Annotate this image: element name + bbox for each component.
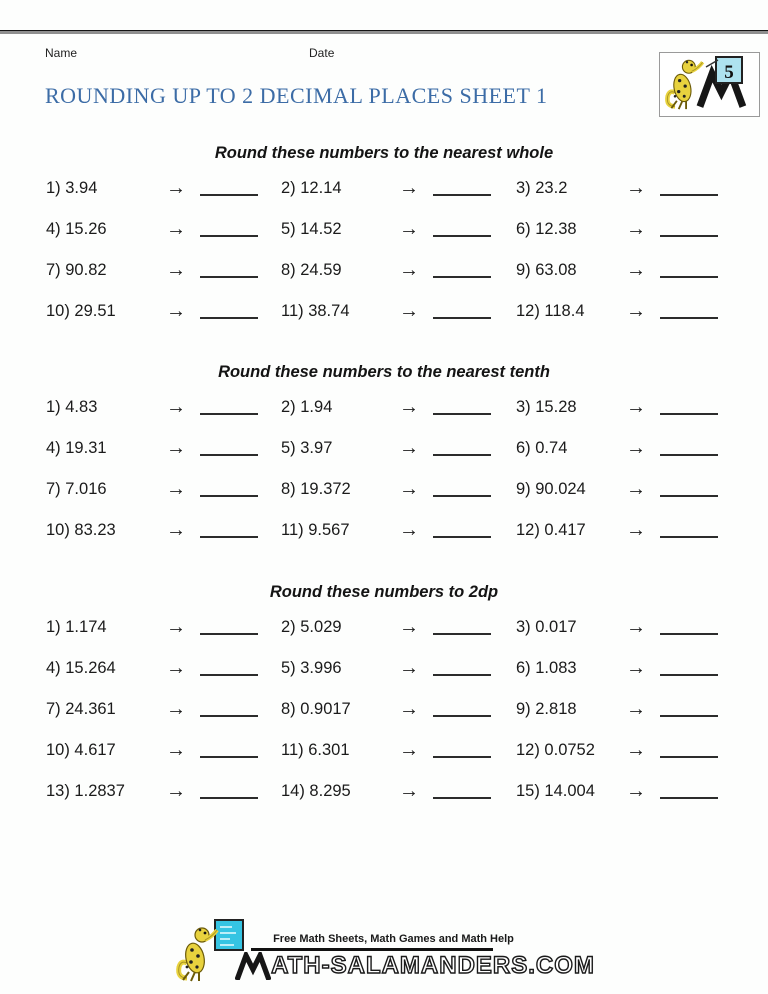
problem-label: 11) 9.567 [281,521,350,539]
section-2-instruction: Round these numbers to the nearest tenth [218,363,550,381]
arrow-icon: → [166,218,186,240]
problem-label: 3) 0.017 [516,618,577,636]
salamander-icon [667,60,702,109]
arrow-icon: → [166,739,186,761]
problem-label: 7) 7.016 [46,480,107,498]
answer-blank [200,784,258,799]
problem-label: 4) 19.31 [46,439,107,457]
salamander-icon [179,928,217,981]
answer-blank [200,661,258,676]
section-2-rows [0,387,768,551]
answer-blank [660,784,718,799]
arrow-icon: → [626,657,646,679]
problem-label: 7) 90.82 [46,261,107,279]
arrow-icon: → [399,698,419,720]
answer-blank [660,523,718,538]
answer-blank [200,441,258,456]
arrow-icon: → [166,478,186,500]
footer-rule [251,948,493,951]
problem-label: 6) 1.083 [516,659,577,677]
top-divider-bar [0,30,768,34]
problem-label: 10) 29.51 [46,302,116,320]
problem-label: 2) 1.94 [281,398,333,416]
arrow-icon: → [166,698,186,720]
arrow-icon: → [626,478,646,500]
name-label: Name [45,46,78,60]
arrow-icon: → [399,657,419,679]
footer-tagline: Free Math Sheets, Math Games and Math Help [273,933,514,945]
problem-label: 1) 3.94 [46,179,98,197]
arrow-icon: → [626,259,646,281]
arrow-icon: → [166,300,186,322]
arrow-icon: → [626,616,646,638]
problem-label: 10) 83.23 [46,521,116,539]
problem-row [0,689,768,730]
problem-label: 5) 3.996 [281,659,342,677]
arrow-icon: → [399,218,419,240]
problem-label: 3) 15.28 [516,398,577,416]
answer-blank [660,222,718,237]
footer-text-block [251,933,595,984]
problem-label: 11) 38.74 [281,302,350,320]
section-3-rows [0,607,768,812]
problem-row [0,607,768,648]
problem-label: 12) 0.417 [516,521,586,539]
problem-label: 2) 12.14 [281,179,342,197]
arrow-icon: → [166,657,186,679]
answer-blank [660,263,718,278]
arrow-icon: → [626,780,646,802]
answer-blank [660,400,718,415]
problem-label: 12) 0.0752 [516,741,595,759]
problem-label: 2) 5.029 [281,618,342,636]
answer-blank [433,222,491,237]
problem-label: 9) 2.818 [516,700,577,718]
answer-blank [660,441,718,456]
problem-row [0,510,768,551]
problem-label: 3) 23.2 [516,179,568,197]
arrow-icon: → [166,177,186,199]
answer-blank [433,181,491,196]
answer-blank [200,482,258,497]
answer-blank [200,181,258,196]
answer-blank [660,620,718,635]
answer-blank [200,523,258,538]
answer-blank [200,400,258,415]
answer-blank [433,441,491,456]
arrow-icon: → [626,739,646,761]
problem-label: 13) 1.2837 [46,782,125,800]
section-1-instruction: Round these numbers to the nearest whole [214,144,554,162]
arrow-icon: → [166,616,186,638]
problem-row [0,730,768,771]
problem-label: 5) 14.52 [281,220,342,238]
answer-blank [433,784,491,799]
problem-row [0,250,768,291]
salamander-grade-emblem [660,53,759,116]
arrow-icon: → [626,396,646,418]
page-top-margin [0,0,768,30]
answer-blank [433,661,491,676]
footer-site-text: ATH-SALAMANDERS.COM [271,951,595,980]
answer-blank [200,222,258,237]
answer-blank [433,400,491,415]
problem-row [0,469,768,510]
answer-blank [200,263,258,278]
answer-blank [660,661,718,676]
arrow-icon: → [399,437,419,459]
answer-blank [660,702,718,717]
answer-blank [200,702,258,717]
sections-container [0,144,768,812]
answer-blank [200,304,258,319]
answer-blank [433,743,491,758]
problem-label: 15) 14.004 [516,782,595,800]
problem-label: 14) 8.295 [281,782,351,800]
arrow-icon: → [399,739,419,761]
answer-blank [433,304,491,319]
problem-label: 1) 1.174 [46,618,107,636]
arrow-icon: → [626,437,646,459]
answer-blank [660,181,718,196]
problem-label: 11) 6.301 [281,741,350,759]
arrow-icon: → [399,616,419,638]
arrow-icon: → [399,259,419,281]
problem-label: 6) 0.74 [516,439,568,457]
problem-label: 4) 15.26 [46,220,107,238]
problem-row [0,291,768,332]
arrow-icon: → [399,396,419,418]
answer-blank [433,482,491,497]
problem-label: 6) 12.38 [516,220,577,238]
problem-label: 9) 90.024 [516,480,586,498]
answer-blank [200,743,258,758]
arrow-icon: → [626,519,646,541]
answer-blank [433,620,491,635]
answer-blank [660,482,718,497]
arrow-icon: → [626,300,646,322]
answer-blank [433,263,491,278]
arrow-icon: → [626,218,646,240]
arrow-icon: → [399,519,419,541]
arrow-icon: → [399,177,419,199]
problem-label: 5) 3.97 [281,439,333,457]
problem-label: 7) 24.361 [46,700,116,718]
problem-row [0,209,768,250]
grade-number: 5 [724,62,734,83]
arrow-icon: → [399,300,419,322]
arrow-icon: → [166,780,186,802]
problem-label: 1) 4.83 [46,398,98,416]
answer-blank [433,523,491,538]
answer-blank [200,620,258,635]
problem-label: 12) 118.4 [516,302,585,320]
arrow-icon: → [399,478,419,500]
arrow-icon: → [166,437,186,459]
problem-label: 8) 19.372 [281,480,351,498]
footer [0,918,768,984]
arrow-icon: → [626,177,646,199]
grade-badge [659,52,760,117]
page-title: ROUNDING UP TO 2 DECIMAL PLACES SHEET 1 [45,83,548,108]
arrow-icon: → [399,780,419,802]
problem-label: 4) 15.264 [46,659,116,677]
answer-blank [660,304,718,319]
arrow-icon: → [626,698,646,720]
answer-blank [433,702,491,717]
answer-blank [660,743,718,758]
section-1-rows [0,168,768,332]
arrow-icon: → [166,396,186,418]
problem-row [0,428,768,469]
section-3-instruction: Round these numbers to 2dp [269,583,499,601]
problem-label: 8) 0.9017 [281,700,351,718]
date-label: Date [309,46,335,60]
footer-site-row [235,952,595,980]
meta-row [45,46,724,60]
problem-row [0,771,768,812]
problem-row [0,168,768,209]
problem-row [0,648,768,689]
arrow-icon: → [166,259,186,281]
m-logo-icon [235,952,271,980]
arrow-icon: → [166,519,186,541]
problem-row [0,387,768,428]
problem-label: 9) 63.08 [516,261,577,279]
problem-label: 10) 4.617 [46,741,116,759]
problem-label: 8) 24.59 [281,261,342,279]
